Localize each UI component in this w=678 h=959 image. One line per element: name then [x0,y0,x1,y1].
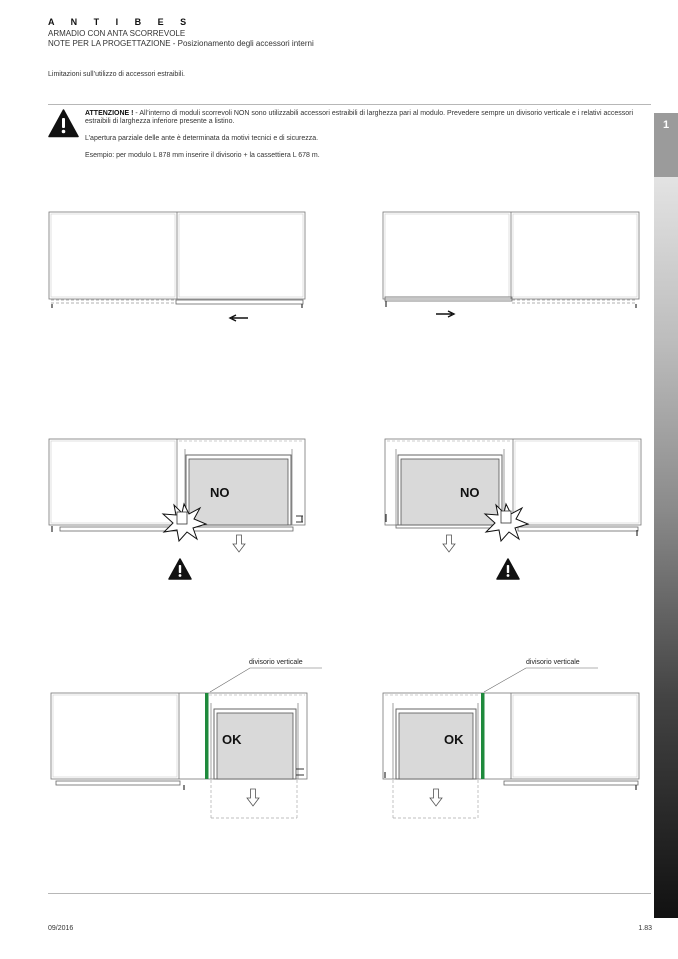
label-divider-left: divisorio verticale [249,659,303,666]
diagram-row2-right [385,439,641,579]
vertical-divider-right [481,693,485,779]
label-ok-left: OK [222,732,242,747]
warning-note: L’apertura parziale delle ante è determinata da motivi tecnici e di sicurezza. [85,135,319,142]
footer-date: 09/2016 [48,925,74,932]
label-no-right: NO [460,485,480,500]
diagram-row3-right [383,659,639,818]
label-no-left: NO [210,485,230,500]
label-ok-right: OK [444,732,464,747]
vertical-divider-left [205,693,209,779]
brand-name: A N T I B E S [48,17,194,27]
diagram-row3-left [51,659,322,818]
section-title: Limitazioni sull’utilizzo di accessori estraibili. [48,71,185,78]
document-subtitle: ARMADIO CON ANTA SCORREVOLE [48,29,186,38]
warning-title: ATTENZIONE ! [85,110,134,117]
document-section-subtitle: NOTE PER LA PROGETTAZIONE - Posizionamento degli accessori interni [48,39,314,48]
label-divider-right: divisorio verticale [526,659,580,666]
warning-text: - All’interno di moduli scorrevoli NON sono utilizzabili accessori estraibili di larghezza pari al modulo. Prevedere sempre un divisorio verticale e i relativi accessori estraibili di larghezza inferiore presente a listino. [85,110,634,125]
warning-example: Esempio: per modulo L 878 mm inserire il divisorio + la cassettiera L 678 m. [85,152,320,159]
diagram-row1-right [383,212,639,317]
footer-page-number: 1.83 [638,925,652,932]
chapter-number: 1 [662,119,670,131]
diagram-row1-left [49,212,305,321]
bottom-divider [48,893,651,894]
diagram-row2-left [49,439,305,579]
